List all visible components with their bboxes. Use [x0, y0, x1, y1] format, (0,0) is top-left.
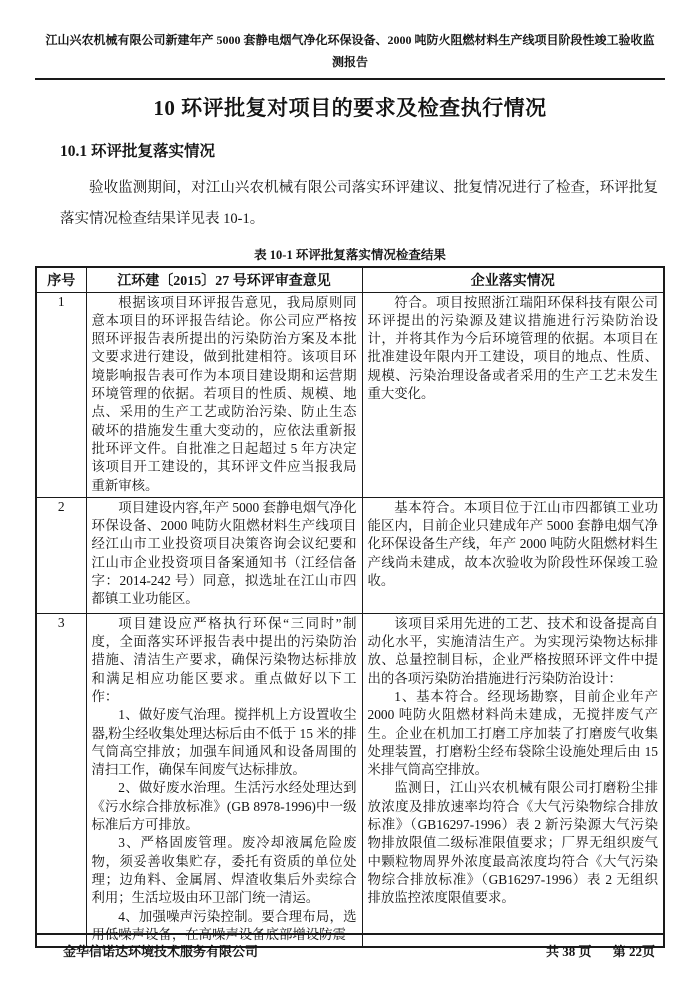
footer-company: 金华信诺达环境技术服务有限公司 [63, 944, 259, 959]
implementation-paragraph: 基本符合。本项目位于江山市四都镇工业功能区内，目前企业只建成年产 5000 套静电烟气净化环保设备生产线，年产 2000 吨防火阻燃材料生产线尚未建成，故本次验收为阶段性环保竣工验收。 [367, 499, 658, 588]
footer-total-pages: 共 38 页 [545, 944, 592, 959]
footer-page-info [528, 941, 655, 960]
opinion-cell [86, 292, 362, 497]
implementation-paragraph: 1、基本符合。经现场勘察，目前企业年产 2000 吨防火阻燃材料尚未建成，无搅拌废气产生。企业在机加工打磨工序加装了打磨废气收集处理装置，打磨粉尘经布袋除尘设施处理后由 15 米排气筒高空排放。 [367, 688, 658, 778]
opinion-paragraph: 1、做好废气治理。搅拌机上方设置收尘器,粉尘经收集处理达标后由不低于 15 米的排气筒高空排放；加强车间通风和设备周围的清扫工作，确保车间废气达标排放。 [91, 707, 357, 778]
opinion-cell [86, 497, 362, 613]
intro-paragraph: 验收监测期间，对江山兴农机械有限公司落实环评建议、批复情况进行了检查，环评批复落实情况检查结果详见表 10-1。 [60, 180, 658, 228]
row-number: 1 [36, 292, 86, 497]
row-number: 3 [36, 613, 86, 947]
opinion-paragraph: 4、加强噪声污染控制。要合理布局，选用低噪声设备，在高噪声设备底部增设防震 [91, 908, 357, 942]
chapter-title: 10 环评批复对项目的要求及检查执行情况 [153, 96, 547, 121]
opinion-paragraph: 根据该项目环评报告意见，我局原则同意本项目的环评报告结论。你公司应严格按照环评报告表所提出的污染防治方案及本批文要求进行建设，做到批建相符。该项目环境影响报告表可作为本项目建设期和运营期环境管理的依据。若项目的性质、规模、地点、采用的生产工艺或防治污染、防止生态破坏的措施发生重大变动的，应依法重新报批环评文件。自批准之日起超过 5 年方决定该项目开工建设的，其环评文件应当报我局重新审核。 [91, 294, 357, 493]
implementation-paragraph: 符合。项目按照浙江瑞阳环保科技有限公司环评提出的污染源及建议措施进行污染防治设计，并将其作为今后环境管理的依据。本项目在批准建设年限内开工建设，项目的地点、性质、规模、污染治理设备或者采用的生产工艺未发生重大变化。 [367, 294, 658, 402]
row-number: 2 [36, 497, 86, 613]
implementation-cell [362, 497, 664, 613]
table-row [36, 292, 664, 497]
opinion-cell [86, 613, 362, 947]
implementation-paragraph: 监测日，江山兴农机械有限公司打磨粉尘排放浓度及排放速率均符合《大气污染物综合排放标准》（GB16297-1996）表 2 新污染源大气污染物排放限值二级标准限值要求；厂界无组织废气中颗粒物周界外浓度最高浓度均符合《大气污染物综合排放标准》（GB16297-1996）表 2 无组织排放监控浓度限值要求。 [367, 780, 658, 906]
opinion-paragraph: 3、严格固废管理。废冷却液属危险废物，须妥善收集贮存，委托有资质的单位处理；边角料、金属屑、焊渣收集后外卖综合利用；生活垃圾由环卫部门统一清运。 [91, 835, 357, 906]
table-row [36, 613, 664, 947]
table-row [36, 497, 664, 613]
implementation-cell [362, 292, 664, 497]
header-divider [35, 78, 665, 80]
document-header: 江山兴农机械有限公司新建年产 5000 套静电烟气净化环保设备、2000 吨防火阻燃材料生产线项目阶段性竣工验收监测报告 [45, 33, 655, 69]
approval-table [35, 266, 665, 949]
implementation-paragraph: 该项目采用先进的工艺、技术和设备提高自动化水平，实施清洁生产。为实现污染物达标排放、总量控制目标，企业严格按照环评文件中提出的各项污染防治措施进行污染防治设计： [367, 615, 658, 686]
table-header-row [36, 267, 664, 293]
footer-page-number: 第 22页 [612, 944, 655, 959]
table-caption: 表 10-1 环评批复落实情况检查结果 [254, 247, 446, 262]
column-header-no: 序号 [36, 267, 86, 293]
page-footer [35, 933, 665, 960]
opinion-paragraph: 2、做好废水治理。生活污水经处理达到《污水综合排放标准》(GB 8978-1996)中一级标准后方可排放。 [91, 780, 357, 833]
implementation-cell [362, 613, 664, 947]
section-title: 10.1 环评批复落实情况 [60, 143, 216, 161]
opinion-paragraph: 项目建设应严格执行环保“三同时”制度，全面落实环评报告表中提出的污染防治措施、清洁生产要求，确保污染物达标排放和满足相应功能区要求。重点做好以下工作： [91, 615, 357, 704]
column-header-implementation: 企业落实情况 [362, 267, 664, 293]
column-header-opinion: 江环建〔2015〕27 号环评审查意见 [86, 267, 362, 293]
opinion-paragraph: 项目建设内容,年产 5000 套静电烟气净化环保设备、2000 吨防火阻燃材料生产线项目经江山市工业投资项目决策咨询会议纪要和江山市企业投资项目备案通知书（江经信备字：2014-242 号）同意，拟选址在江山市四都镇工业功能区。 [91, 499, 357, 607]
